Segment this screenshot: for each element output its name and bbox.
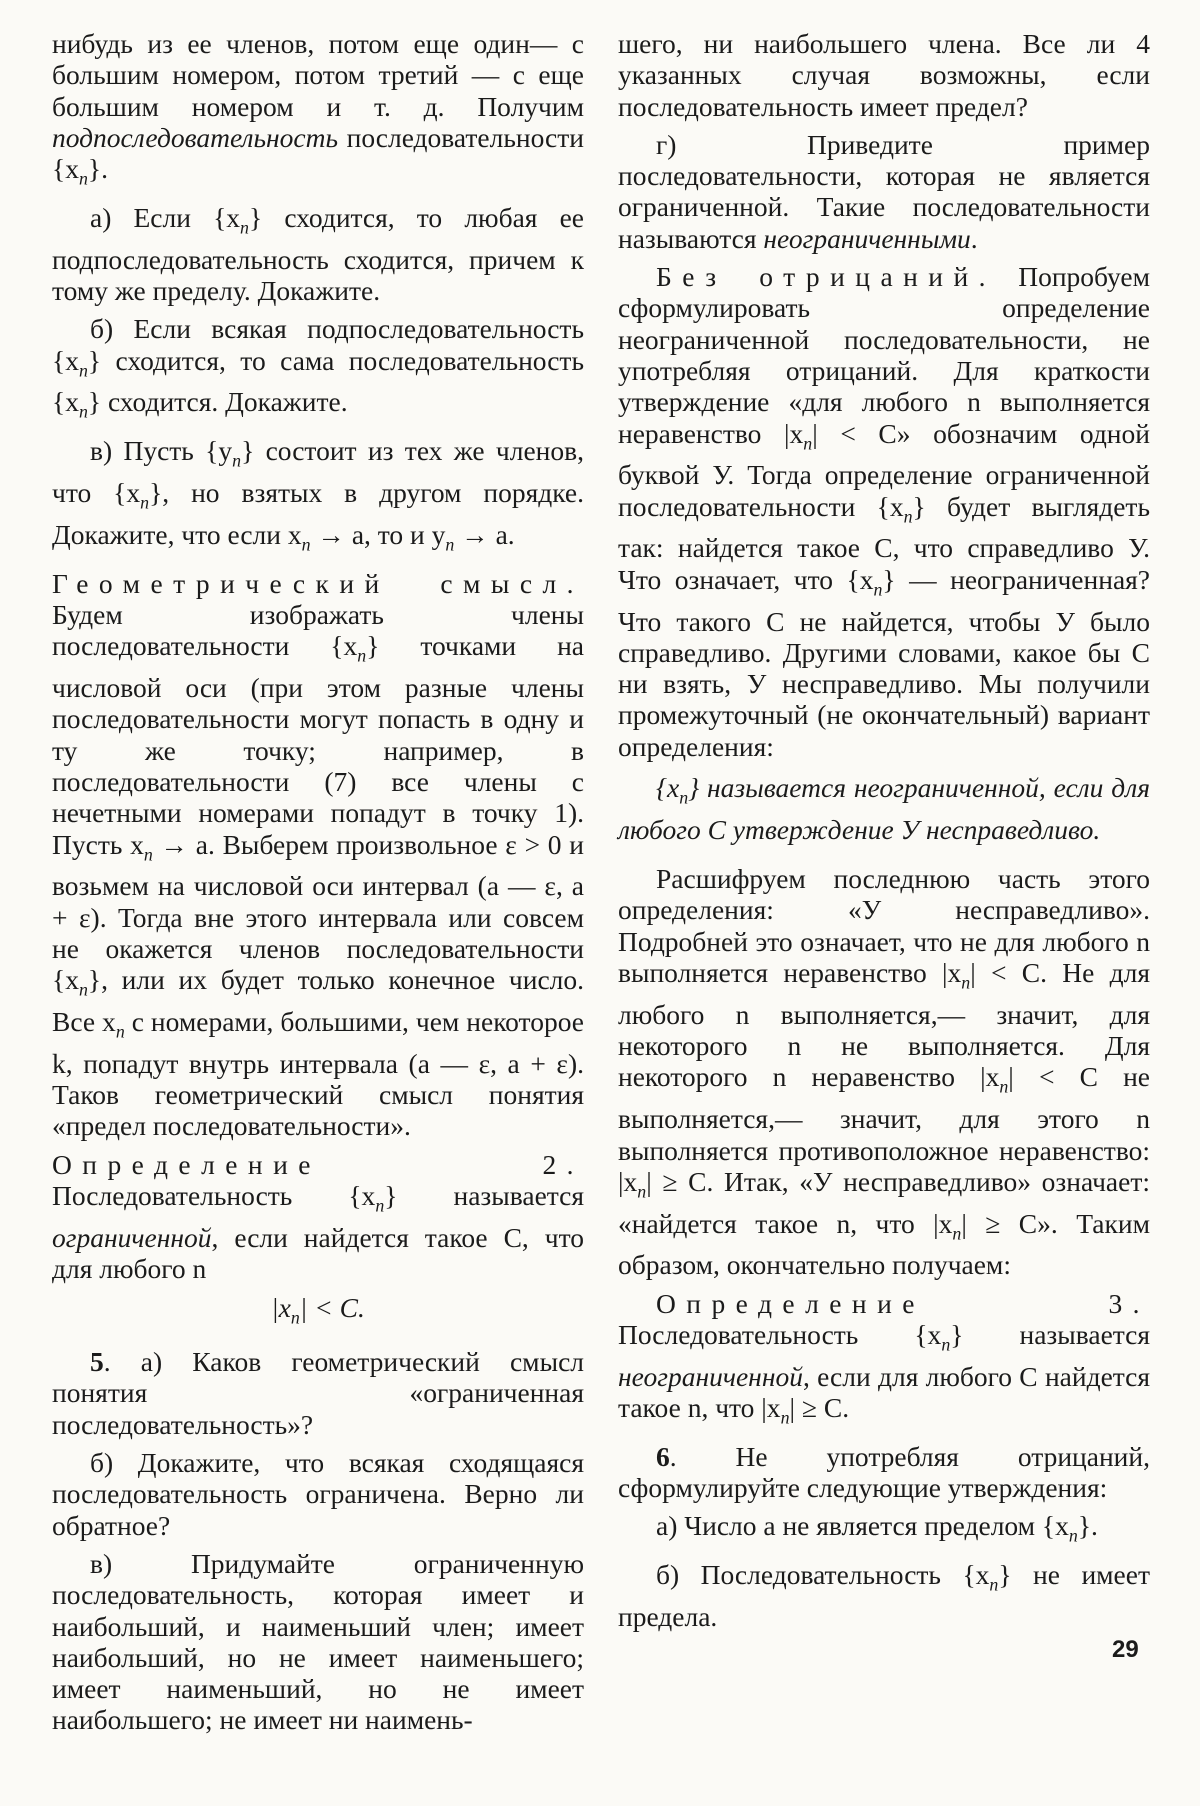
subscript: n (78, 360, 88, 381)
text-run: } сходится, то любая ее подпоследовательность сходится, причем к тому же пределу. Докажите. (52, 201, 584, 307)
text-run: Без отрицаний. (656, 261, 996, 293)
paragraph-formula1 (52, 1292, 584, 1334)
subscript: n (1068, 1525, 1078, 1546)
paragraph-noneg (618, 261, 1150, 762)
subscript: n (240, 217, 249, 238)
text-run: | < C не выполняется,— значит, для этого n выполняется противоположное неравенство: |x (618, 1061, 1150, 1197)
subscript: n (903, 506, 913, 527)
subscript: n (301, 534, 311, 555)
subscript: n (941, 1334, 951, 1355)
text-run: }. (1077, 1510, 1098, 1542)
text-run: 5 (90, 1346, 104, 1378)
paragraph-item-b (52, 313, 584, 428)
left-column (52, 28, 584, 1743)
text-run: }, но взятых в другом порядке. Докажите, что если x (52, 477, 585, 550)
text-run: Геометрический смысл. (52, 567, 584, 599)
text-run: б) Докажите, что всякая сходящаяся последовательность ограничена. Верно ли обратное? (52, 1447, 584, 1541)
text-run: , если найдется такое C, что для любого n (52, 1221, 584, 1285)
paragraph-prob6b (618, 1559, 1150, 1632)
text-run: {x (656, 772, 680, 804)
paragraph-decode (618, 863, 1150, 1281)
text-run: | ≥ C. (789, 1392, 850, 1424)
text-run: | < C» обозначим одной буквой У. Тогда определение ограниченной последовательности {x (618, 417, 1150, 522)
text-run: }, или их будет только конечное число. Все x (52, 964, 584, 1038)
subscript: n (78, 979, 88, 1000)
subscript: n (679, 787, 689, 808)
subscript: n (999, 1076, 1009, 1097)
text-run: 6 (656, 1440, 670, 1472)
subscript: n (140, 492, 150, 513)
text-run: , если для любого C найдется такое n, что |x (618, 1360, 1150, 1424)
subscript: n (375, 1195, 385, 1216)
text-run: Последовательность {x (52, 1180, 376, 1211)
text-run: Расшифруем последнюю часть этого определения: «У несправедливо». Подробней это означает, что не для любого n выполняется неравенство |x (618, 863, 1150, 989)
text-run: б) Если всякая подпоследовательность {x (52, 313, 584, 376)
text-run: последовательности {x (52, 121, 584, 185)
paragraph-item-a (52, 202, 584, 306)
paragraph-intro (52, 28, 584, 195)
paragraph-def3 (618, 1288, 1150, 1434)
text-run: | < C. Не для любого n выполняется,— значит, для некоторого n не выполняется. Для некоторого n неравенство |x (618, 957, 1150, 1093)
text-run: Определение 2. (52, 1148, 584, 1180)
text-run: б) Последовательность {x (656, 1559, 990, 1591)
text-run: } называется (950, 1318, 1150, 1350)
paragraph-prob5v (52, 1548, 584, 1736)
text-run: г) Приведите пример последовательности, которая не является ограниченной. Такие последовательности называются (618, 128, 1150, 254)
right-column (618, 28, 1150, 1639)
text-run: а) Если {x (90, 201, 241, 233)
subscript: n (961, 972, 971, 993)
paragraph-defblock (618, 772, 1150, 845)
text-run: в) Придумайте ограниченную последовательность, которая имеет и наибольший, и наименьший член; имеет наибольший, но не имеет наименьшего; имеет наименьший, но не имеет наибольшего; не имеет ни наимень- (52, 1547, 584, 1736)
text-run: } называется неограниченной, если для любого C утверждение У несправедливо. (618, 772, 1150, 845)
text-run: нибудь из ее членов, потом еще один— с большим номером, потом третий — с еще большим номером и т. д. Получим (52, 28, 584, 122)
subscript: n (115, 1021, 125, 1042)
text-run: Определение 3. (656, 1287, 1150, 1319)
text-run: }. (87, 153, 108, 185)
paragraph-prob6a (618, 1510, 1150, 1552)
paragraph-geom (52, 568, 584, 1142)
text-run: | ≥ C». Таким образом, окончательно получаем: (618, 1207, 1150, 1281)
subscript: n (780, 1407, 790, 1428)
paragraph-cont-r (618, 28, 1150, 122)
subscript: n (952, 1223, 962, 1244)
text-run: } сходится, то сама последовательность {x (52, 344, 584, 418)
text-run: | ≥ C. Итак, «У несправедливо» означает: «найдется такое n, что |x (618, 1165, 1150, 1239)
text-run: неограниченными (763, 222, 971, 254)
subscript: n (803, 433, 813, 454)
paragraph-item-v (52, 435, 584, 560)
text-run: неограниченной (618, 1360, 803, 1392)
text-run: Будем изображать члены последовательности {x (52, 598, 584, 662)
text-run: . а) Каков геометрический смысл понятия «ограниченная последовательность»? (52, 1346, 584, 1440)
subscript: n (232, 450, 242, 471)
text-run: } — неограниченная? Что такого C не найдется, чтобы У было справедливо. Другими словами, какое бы C ни взять, У несправедливо. Мы получили промежуточный (не окончательный) вариант определения: (618, 563, 1150, 762)
text-run: ограниченной (52, 1221, 212, 1253)
text-run: шего, ни наибольшего члена. Все ли 4 указанных случая возможны, если последовательность имеет предел? (618, 28, 1150, 122)
text-run: . Не употребляя отрицаний, сформулируйте следующие утверждения: (618, 1440, 1150, 1504)
paragraph-prob5g (618, 129, 1150, 254)
paragraph-prob5 (52, 1346, 584, 1440)
text-run: } называется (384, 1180, 584, 1211)
text-run: с номерами, большими, чем некоторое k, попадут внутрь интервала (a — ε, a + ε). Таков геометрический смысл понятия «предел последовательности». (52, 1006, 584, 1142)
subscript: n (290, 1307, 300, 1328)
text-run: . (970, 222, 978, 254)
subscript: n (143, 844, 153, 865)
text-run: } сходится. Докажите. (87, 386, 348, 418)
subscript: n (78, 401, 88, 422)
text-run: } будет выглядеть так: найдется такое C, что справедливо У. Что означает, что {x (618, 490, 1150, 595)
text-run: | < C. (299, 1292, 365, 1324)
subscript: n (989, 1574, 999, 1595)
text-run: } точками на числовой оси (при этом разные члены последовательности могут попасть в одну и ту же точку; например, в последовательности (7) все члены с нечетными номерами попадут в точку 1). Пусть x (52, 630, 585, 860)
text-run: в) Пусть {y (90, 435, 233, 467)
subscript: n (445, 534, 455, 555)
text-run: → a, то и y (310, 518, 446, 550)
paragraph-prob5b (52, 1447, 584, 1541)
text-run: Попробуем сформулировать определение неограниченной последовательности, не употребляя отрицаний. Для краткости утверждение «для любого n выполняется неравенство |x (618, 261, 1150, 449)
text-run: Последовательность {x (618, 1318, 942, 1350)
text-run: → a. Выберем произвольное ε > 0 и возьмем на числовой оси интервал (a — ε, a + ε). Тогда вне этого интервала или совсем не окажется членов последовательности {x (52, 828, 585, 996)
subscript: n (637, 1181, 647, 1202)
paragraph-def2 (52, 1149, 584, 1285)
text-run: → a. (454, 518, 515, 550)
subscript: n (78, 168, 88, 189)
subscript: n (873, 579, 883, 600)
text-run: |x (271, 1292, 291, 1324)
text-run: } состоит из тех же членов, что {x (52, 435, 584, 509)
paragraph-prob6 (618, 1441, 1150, 1504)
text-run: а) Число a не является пределом {x (656, 1510, 1069, 1542)
subscript: n (357, 645, 367, 666)
page-number: 29 (1112, 1636, 1139, 1663)
text-run: } не имеет предела. (618, 1559, 1150, 1633)
text-run: подпоследовательность (52, 121, 338, 153)
